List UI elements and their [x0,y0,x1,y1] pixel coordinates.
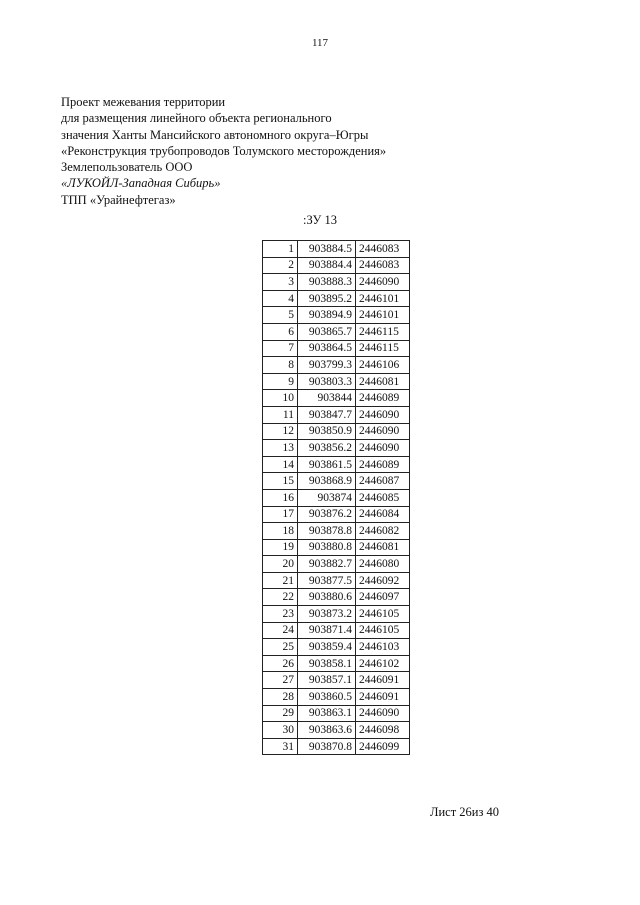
point-number-cell: 9 [263,373,298,390]
y-coordinate-cell: 2446092 [356,572,410,589]
table-row [263,323,410,340]
y-coordinate-cell: 2446091 [356,689,410,706]
y-coordinate-cell: 2446085 [356,489,410,506]
y-coordinate-cell: 2446090 [356,440,410,457]
table-row [263,572,410,589]
table-row [263,390,410,407]
point-number-cell: 22 [263,589,298,606]
y-coordinate-cell: 2446115 [356,323,410,340]
y-coordinate-cell: 2446105 [356,606,410,623]
x-coordinate-cell: 903861.5 [298,456,356,473]
point-number-cell: 2 [263,257,298,274]
point-number-cell: 15 [263,473,298,490]
x-coordinate-cell: 903880.6 [298,589,356,606]
point-number-cell: 21 [263,572,298,589]
table-row [263,274,410,291]
coordinates-table-body [263,241,410,755]
table-row [263,705,410,722]
x-coordinate-cell: 903799.3 [298,357,356,374]
coordinates-table [262,240,410,755]
point-number-cell: 6 [263,323,298,340]
table-row [263,406,410,423]
y-coordinate-cell: 2446082 [356,523,410,540]
y-coordinate-cell: 2446099 [356,738,410,755]
x-coordinate-cell: 903847.7 [298,406,356,423]
point-number-cell: 27 [263,672,298,689]
y-coordinate-cell: 2446103 [356,639,410,656]
x-coordinate-cell: 903860.5 [298,689,356,706]
table-row [263,307,410,324]
point-number-cell: 8 [263,357,298,374]
table-row [263,340,410,357]
x-coordinate-cell: 903894.9 [298,307,356,324]
table-row [263,589,410,606]
y-coordinate-cell: 2446102 [356,655,410,672]
point-number-cell: 11 [263,406,298,423]
y-coordinate-cell: 2446090 [356,423,410,440]
table-row [263,241,410,258]
document-header [61,94,386,208]
table-row [263,639,410,656]
point-number-cell: 20 [263,556,298,573]
x-coordinate-cell: 903871.4 [298,622,356,639]
x-coordinate-cell: 903868.9 [298,473,356,490]
table-row [263,506,410,523]
x-coordinate-cell: 903882.7 [298,556,356,573]
header-line-division: ТПП «Урайнефтегаз» [61,192,176,207]
header-line-region: значения Ханты Мансийского автономного округа–Югры [61,127,369,142]
table-row [263,689,410,706]
table-row [263,473,410,490]
header-line-object: «Реконструкция трубопроводов Толумского месторождения» [61,143,387,158]
point-number-cell: 25 [263,639,298,656]
table-row [263,440,410,457]
header-line-company: «ЛУКОЙЛ-Западная Сибирь» [61,176,221,191]
point-number-cell: 17 [263,506,298,523]
table-row [263,523,410,540]
x-coordinate-cell: 903863.1 [298,705,356,722]
y-coordinate-cell: 2446084 [356,506,410,523]
point-number-cell: 28 [263,689,298,706]
point-number-cell: 23 [263,606,298,623]
page-number: 117 [311,37,329,49]
point-number-cell: 3 [263,274,298,291]
x-coordinate-cell: 903844 [298,390,356,407]
x-coordinate-cell: 903857.1 [298,672,356,689]
point-number-cell: 26 [263,655,298,672]
y-coordinate-cell: 2446081 [356,539,410,556]
sheet-number: Лист 26из 40 [430,805,500,819]
point-number-cell: 13 [263,440,298,457]
y-coordinate-cell: 2446106 [356,357,410,374]
y-coordinate-cell: 2446090 [356,406,410,423]
y-coordinate-cell: 2446087 [356,473,410,490]
table-row [263,722,410,739]
point-number-cell: 12 [263,423,298,440]
point-number-cell: 29 [263,705,298,722]
y-coordinate-cell: 2446101 [356,307,410,324]
x-coordinate-cell: 903858.1 [298,655,356,672]
table-row [263,606,410,623]
header-line-land-user: Землепользователь ООО [61,160,193,175]
point-number-cell: 7 [263,340,298,357]
point-number-cell: 31 [263,738,298,755]
table-row [263,373,410,390]
y-coordinate-cell: 2446097 [356,589,410,606]
y-coordinate-cell: 2446081 [356,373,410,390]
header-line-project: Проект межевания территории [61,95,226,109]
table-row [263,556,410,573]
y-coordinate-cell: 2446089 [356,456,410,473]
point-number-cell: 24 [263,622,298,639]
y-coordinate-cell: 2446090 [356,274,410,291]
table-row [263,672,410,689]
x-coordinate-cell: 903880.8 [298,539,356,556]
y-coordinate-cell: 2446089 [356,390,410,407]
x-coordinate-cell: 903884.5 [298,241,356,258]
x-coordinate-cell: 903873.2 [298,606,356,623]
x-coordinate-cell: 903888.3 [298,274,356,291]
table-row [263,423,410,440]
y-coordinate-cell: 2446083 [356,241,410,258]
y-coordinate-cell: 2446091 [356,672,410,689]
x-coordinate-cell: 903876.2 [298,506,356,523]
x-coordinate-cell: 903850.9 [298,423,356,440]
point-number-cell: 19 [263,539,298,556]
x-coordinate-cell: 903877.5 [298,572,356,589]
y-coordinate-cell: 2446090 [356,705,410,722]
x-coordinate-cell: 903878.8 [298,523,356,540]
table-row [263,738,410,755]
x-coordinate-cell: 903865.7 [298,323,356,340]
table-row [263,357,410,374]
point-number-cell: 18 [263,523,298,540]
table-row [263,622,410,639]
x-coordinate-cell: 903803.3 [298,373,356,390]
point-number-cell: 4 [263,290,298,307]
x-coordinate-cell: 903895.2 [298,290,356,307]
table-row [263,257,410,274]
y-coordinate-cell: 2446105 [356,622,410,639]
point-number-cell: 10 [263,390,298,407]
table-title: :ЗУ 13 [303,213,337,227]
x-coordinate-cell: 903863.6 [298,722,356,739]
table-row [263,456,410,473]
table-row [263,655,410,672]
x-coordinate-cell: 903856.2 [298,440,356,457]
y-coordinate-cell: 2446098 [356,722,410,739]
table-row [263,539,410,556]
x-coordinate-cell: 903859.4 [298,639,356,656]
x-coordinate-cell: 903884.4 [298,257,356,274]
y-coordinate-cell: 2446115 [356,340,410,357]
x-coordinate-cell: 903870.8 [298,738,356,755]
point-number-cell: 1 [263,241,298,258]
y-coordinate-cell: 2446101 [356,290,410,307]
point-number-cell: 16 [263,489,298,506]
y-coordinate-cell: 2446083 [356,257,410,274]
header-line-purpose: для размещения линейного объекта регионального [61,111,332,126]
point-number-cell: 5 [263,307,298,324]
table-row [263,290,410,307]
point-number-cell: 30 [263,722,298,739]
x-coordinate-cell: 903864.5 [298,340,356,357]
table-row [263,489,410,506]
y-coordinate-cell: 2446080 [356,556,410,573]
x-coordinate-cell: 903874 [298,489,356,506]
point-number-cell: 14 [263,456,298,473]
